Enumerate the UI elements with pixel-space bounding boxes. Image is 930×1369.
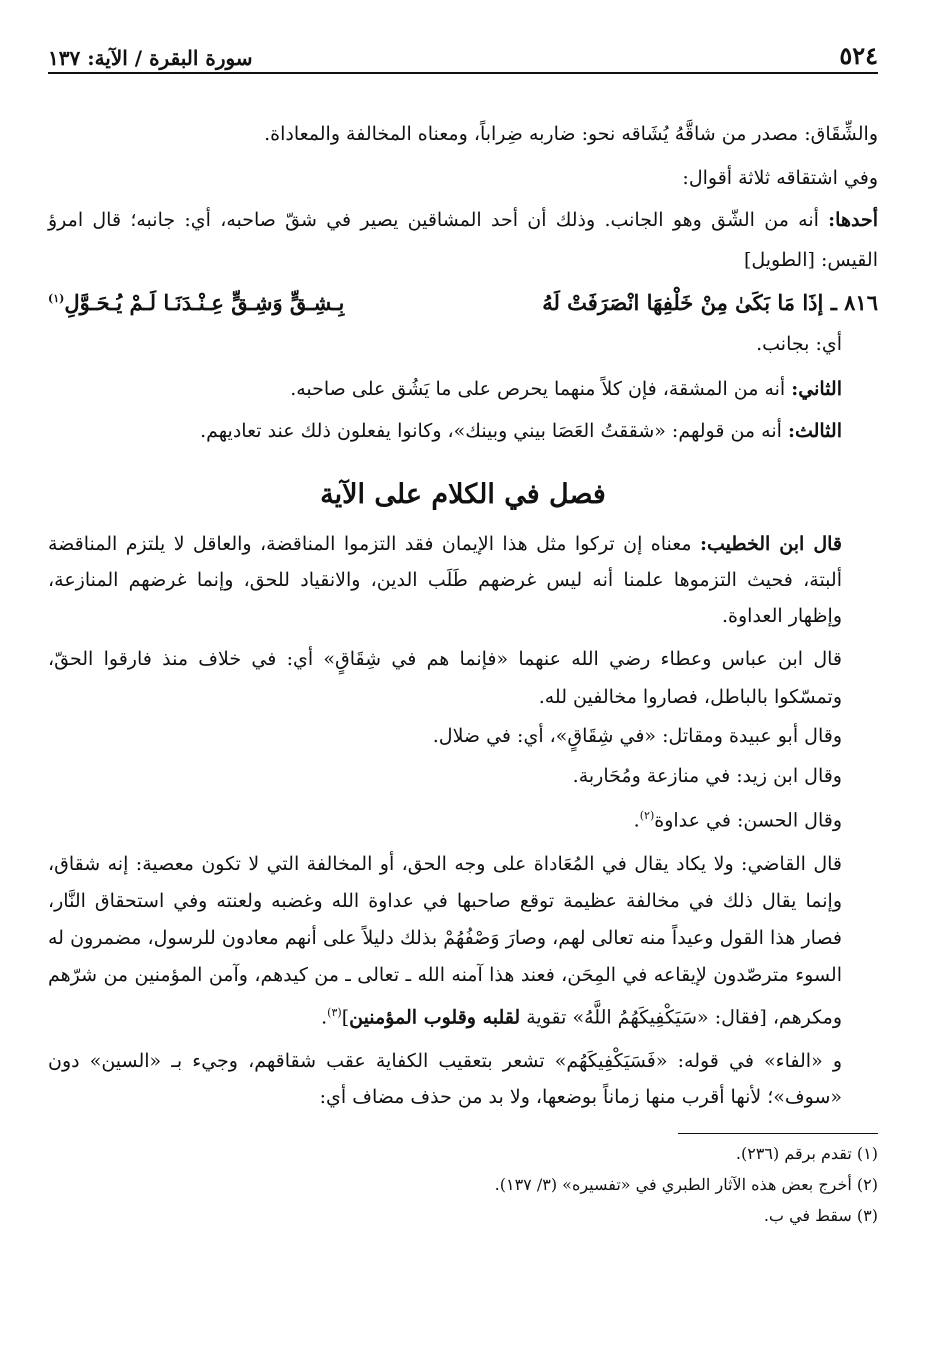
paragraph-al-qadi: قال القاضي: ولا يكاد يقال في المُعَاداة على وجه الحق، أو المخالفة التي لا تكون معصية: إنه شقاق، وإنما يقال ذلك في مخالفة عظيمة توقع صاحبها في عداوة الله وغضبه ولعنته وفي استحقاق النَّار، فصار هذا القول وعيداً منه تعالى لهم، وصارَ وَصْفُهُمْ بذلك دليلاً على أنهم معادون للرسول، مضمرون له السوء مترصّدون لإيقاعه في المِحَن، فعند هذا آمنه الله ـ تعالى ـ من كيدهم، وآمن المؤمنين من شرّهم ومكرهم، [فقال: «سَيَكْفِيكَهُمُ اللَّهُ» تقوية لقلبه وقلوب المؤمنين]$^{(٣)}$.: [48, 853, 842, 1029]
paragraph-al-fa: و «الفاء» في قوله: «فَسَيَكْفِيكَهُم» تشعر بتعقيب الكفاية عقب شقاقهم، وجيء بـ «السين» دون «سوف»؛ لأنها أقرب منها زماناً بوضعها، ولا بد من حذف مضاف أي:: [48, 1049, 842, 1108]
verse-second-hemistich: بِـشِـقٍّ وَشِـقٍّ عِـنْـدَنَـا لَـمْ يُـحَـوَّلِ$^{(١)}$: [48, 290, 345, 315]
term-first: أحدها:: [828, 209, 878, 231]
paragraph-first-opinion: أحدها: أنه من الشّق وهو الجانب. وذلك أن أحد المشاقين يصير في شقّ صاحبه، أي: جانبه؛ قال امرؤ القيس: [الطويل]: [48, 209, 878, 271]
poetry-verse: [48, 290, 878, 315]
paragraph-ibn-abbas: قال ابن عباس وعطاء رضي الله عنهما «فإنما هم في شِقَاقٍ» أي: في خلاف منذ فارقوا الحقّ، وتمسّكوا بالباطل، فصاروا مخالفين لله.: [48, 648, 842, 708]
footnote-divider: [678, 1133, 878, 1134]
page-number: ٥٢٤: [839, 41, 878, 70]
paragraph-derivation-intro: وفي اشتقاقه ثلاثة أقوال:: [682, 167, 878, 189]
term-second: الثاني:: [791, 378, 842, 400]
paragraph-third-opinion: الثالث: أنه من قولهم: «شققتُ العَصَا بيني وبينك»، وكانوا يفعلون ذلك عند تعاديهم.: [200, 420, 842, 442]
term-ibn-al-khatib: قال ابن الخطيب:: [700, 533, 842, 555]
paragraph-second-opinion: الثاني: أنه من المشقة، فإن كلاً منهما يحرص على ما يَشُق على صاحبه.: [290, 378, 842, 400]
footnote-marker: (٢): [639, 809, 655, 822]
footnote-3: (٣) سقط في ب.: [763, 1205, 878, 1225]
section-title: فصل في الكلام على الآية: [320, 479, 606, 510]
page-header: [48, 28, 878, 74]
book-page: [48, 28, 878, 1237]
verse-first-hemistich: ٨١٦ ـ إذَا مَا بَكَىٰ مِنْ خَلْفِهَا انْصَرَفَتْ لَهُ: [542, 290, 878, 315]
paragraph-abu-ubayda: وقال أبو عبيدة ومقاتل: «في شِقَاقٍ»، أي: في ضلال.: [432, 725, 842, 747]
page-body: [48, 112, 878, 1225]
paragraph-al-hasan: وقال الحسن: في عداوة$^{(٢)}$.: [633, 809, 842, 832]
verse-number: ٨١٦ ـ: [830, 290, 878, 315]
paragraph-bijanib: أي: بجانب.: [756, 333, 842, 355]
term-third: الثالث:: [787, 420, 842, 442]
footnote-marker: (٣): [327, 1006, 342, 1020]
footnote-marker: (١): [48, 292, 65, 305]
footnote-1: (١) تقدم برقم (٢٣٦).: [735, 1143, 878, 1163]
sura-reference: سورة البقرة / الآية: ١٣٧: [48, 46, 253, 70]
paragraph-ibn-al-khatib: قال ابن الخطيب: معناه إن تركوا مثل هذا الإيمان فقد التزموا المناقضة، والعاقل لا يلتزم المناقضة ألبتة، فحيث التزموها علمنا أنه ليس غرضهم طَلَب الدين، والانقياد للحق، وإنما غرضهم المنازعة، وإظهار العداوة.: [48, 533, 842, 627]
paragraph-shiqaq-definition: والشِّقَاق: مصدر من شاقَّهُ يُشَاقه نحو: ضاربه ضِراباً، ومعناه المخالفة والمعاداة.: [264, 123, 878, 145]
footnote-2: (٢) أخرج بعض هذه الآثار الطبري في «تفسيره» (٣/ ١٣٧).: [494, 1174, 878, 1194]
paragraph-ibn-zayd: وقال ابن زيد: في منازعة ومُحَاربة.: [572, 765, 842, 787]
